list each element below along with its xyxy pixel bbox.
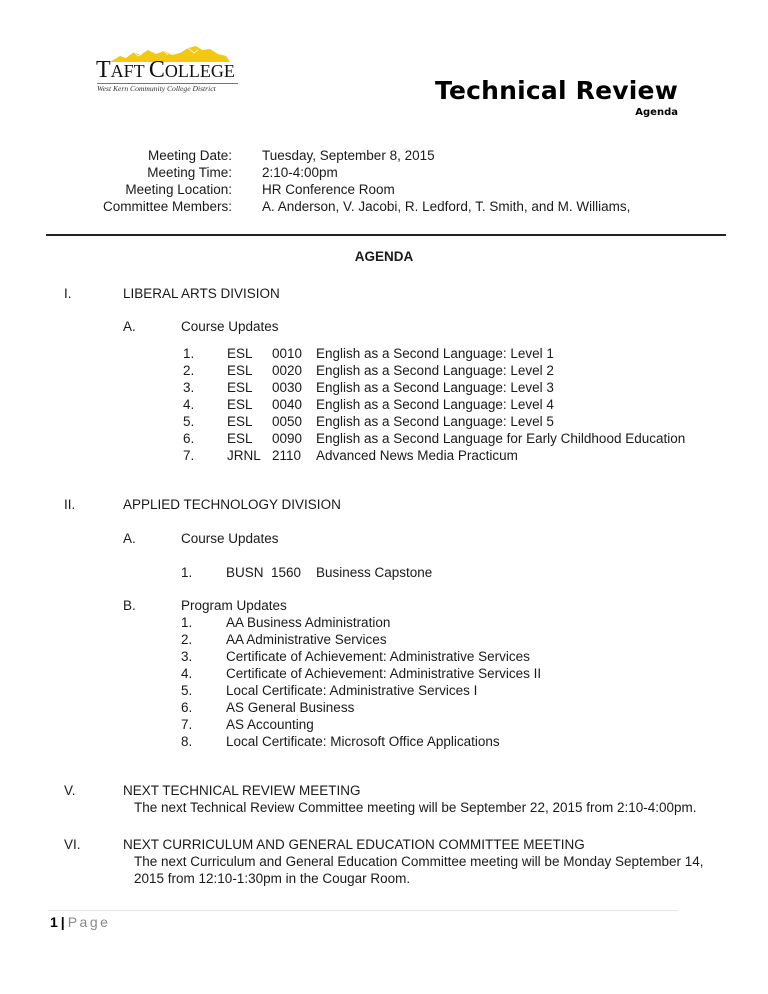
course-code: 1560 — [271, 565, 302, 580]
list-item-number: 7. — [181, 717, 193, 732]
agenda-heading: AGENDA — [354, 249, 414, 264]
meeting-location-value: HR Conference Room — [262, 182, 395, 197]
list-item: AA Administrative Services — [226, 632, 387, 647]
document-title: Technical Review — [435, 76, 678, 105]
list-item-number: 3. — [181, 649, 193, 664]
meeting-location-label: Meeting Location: — [125, 182, 232, 197]
course-subject: ESL — [227, 363, 253, 378]
page-label: Page — [67, 914, 111, 930]
taft-college-logo — [96, 40, 241, 100]
section-title: NEXT CURRICULUM AND GENERAL EDUCATION COMMITTEE MEETING — [123, 837, 585, 852]
course-code: 0010 — [272, 346, 303, 361]
subsection-letter: A. — [123, 531, 136, 546]
logo-letter: T — [96, 57, 111, 83]
document-subtitle: Agenda — [635, 107, 678, 118]
section-title: APPLIED TECHNOLOGY DIVISION — [123, 497, 341, 512]
course-title: English as a Second Language: Level 4 — [316, 397, 554, 412]
logo-letters: AFT — [110, 61, 149, 81]
row-number: 1. — [181, 565, 193, 580]
course-code: 0020 — [272, 363, 303, 378]
list-item-number: 1. — [181, 615, 193, 630]
list-item-number: 4. — [181, 666, 193, 681]
section-numeral: V. — [64, 783, 76, 798]
section-body: 2015 from 12:10-1:30pm in the Cougar Room. — [134, 871, 411, 886]
list-item: Local Certificate: Microsoft Office Applications — [226, 734, 500, 749]
list-item: Certificate of Achievement: Administrative Services II — [226, 666, 542, 681]
course-subject: BUSN — [226, 565, 264, 580]
course-title: Business Capstone — [316, 565, 433, 580]
section-title: LIBERAL ARTS DIVISION — [123, 286, 280, 301]
course-subject: ESL — [227, 414, 253, 429]
list-item-number: 6. — [181, 700, 193, 715]
section-numeral: VI. — [64, 837, 81, 852]
course-code: 0090 — [272, 431, 303, 446]
page-number: 1 — [50, 914, 58, 930]
course-code: 0030 — [272, 380, 303, 395]
committee-members-value: A. Anderson, V. Jacobi, R. Ledford, T. Smith, and M. Williams, — [262, 199, 631, 214]
row-number: 2. — [183, 363, 195, 378]
list-item: AS General Business — [226, 700, 355, 715]
logo-letters: OLLEGE — [164, 61, 235, 81]
header-divider — [46, 234, 726, 236]
course-title: English as a Second Language: Level 5 — [316, 414, 554, 429]
committee-members-label: Committee Members: — [102, 199, 232, 214]
meeting-time-label: Meeting Time: — [147, 165, 232, 180]
meeting-info-labels — [103, 147, 232, 215]
course-title: Advanced News Media Practicum — [316, 448, 518, 463]
meeting-time-value: 2:10-4:00pm — [262, 165, 338, 180]
meeting-date-label: Meeting Date: — [147, 148, 232, 163]
footer-separator: | — [60, 914, 65, 930]
row-number: 7. — [183, 448, 195, 463]
section-title: NEXT TECHNICAL REVIEW MEETING — [123, 783, 361, 798]
course-subject: JRNL — [227, 448, 261, 463]
list-item-number: 5. — [181, 683, 193, 698]
course-subject: ESL — [227, 380, 253, 395]
subsection-title: Program Updates — [181, 598, 287, 613]
row-number: 5. — [183, 414, 195, 429]
logo-letter: C — [148, 57, 165, 83]
list-item: AS Accounting — [226, 717, 314, 732]
course-subject: ESL — [227, 346, 253, 361]
meeting-date-value: Tuesday, September 8, 2015 — [262, 148, 435, 163]
course-code: 0040 — [272, 397, 303, 412]
course-code: 0050 — [272, 414, 303, 429]
course-title: English as a Second Language: Level 2 — [316, 363, 554, 378]
row-number: 6. — [183, 431, 195, 446]
row-number: 4. — [183, 397, 195, 412]
list-item: Certificate of Achievement: Administrative Services — [226, 649, 530, 664]
section-numeral: I. — [64, 286, 72, 301]
logo-wordmark — [96, 58, 241, 83]
subsection-letter: A. — [123, 319, 136, 334]
subsection-title: Course Updates — [181, 319, 279, 334]
list-item-number: 8. — [181, 734, 193, 749]
meeting-info-values — [262, 147, 630, 215]
footer-rule — [48, 910, 678, 911]
course-subject: ESL — [227, 431, 253, 446]
list-item-number: 2. — [181, 632, 193, 647]
course-title: English as a Second Language for Early Childhood Education — [316, 431, 686, 446]
row-number: 1. — [183, 346, 195, 361]
section-body: The next Technical Review Committee meeting will be September 22, 2015 from 2:10-4:00pm. — [134, 800, 697, 815]
logo-subtitle: West Kern Community College District — [97, 84, 216, 93]
list-item: AA Business Administration — [226, 615, 391, 630]
subsection-letter: B. — [123, 598, 136, 613]
page-footer — [50, 914, 110, 930]
course-title: English as a Second Language: Level 3 — [316, 380, 554, 395]
row-number: 3. — [183, 380, 195, 395]
course-title: English as a Second Language: Level 1 — [316, 346, 554, 361]
list-item: Local Certificate: Administrative Services I — [226, 683, 478, 698]
course-code: 2110 — [272, 448, 302, 463]
section-numeral: II. — [64, 497, 76, 512]
course-subject: ESL — [227, 397, 253, 412]
subsection-title: Course Updates — [181, 531, 279, 546]
section-body: The next Curriculum and General Education Committee meeting will be Monday September 14, — [134, 854, 704, 869]
